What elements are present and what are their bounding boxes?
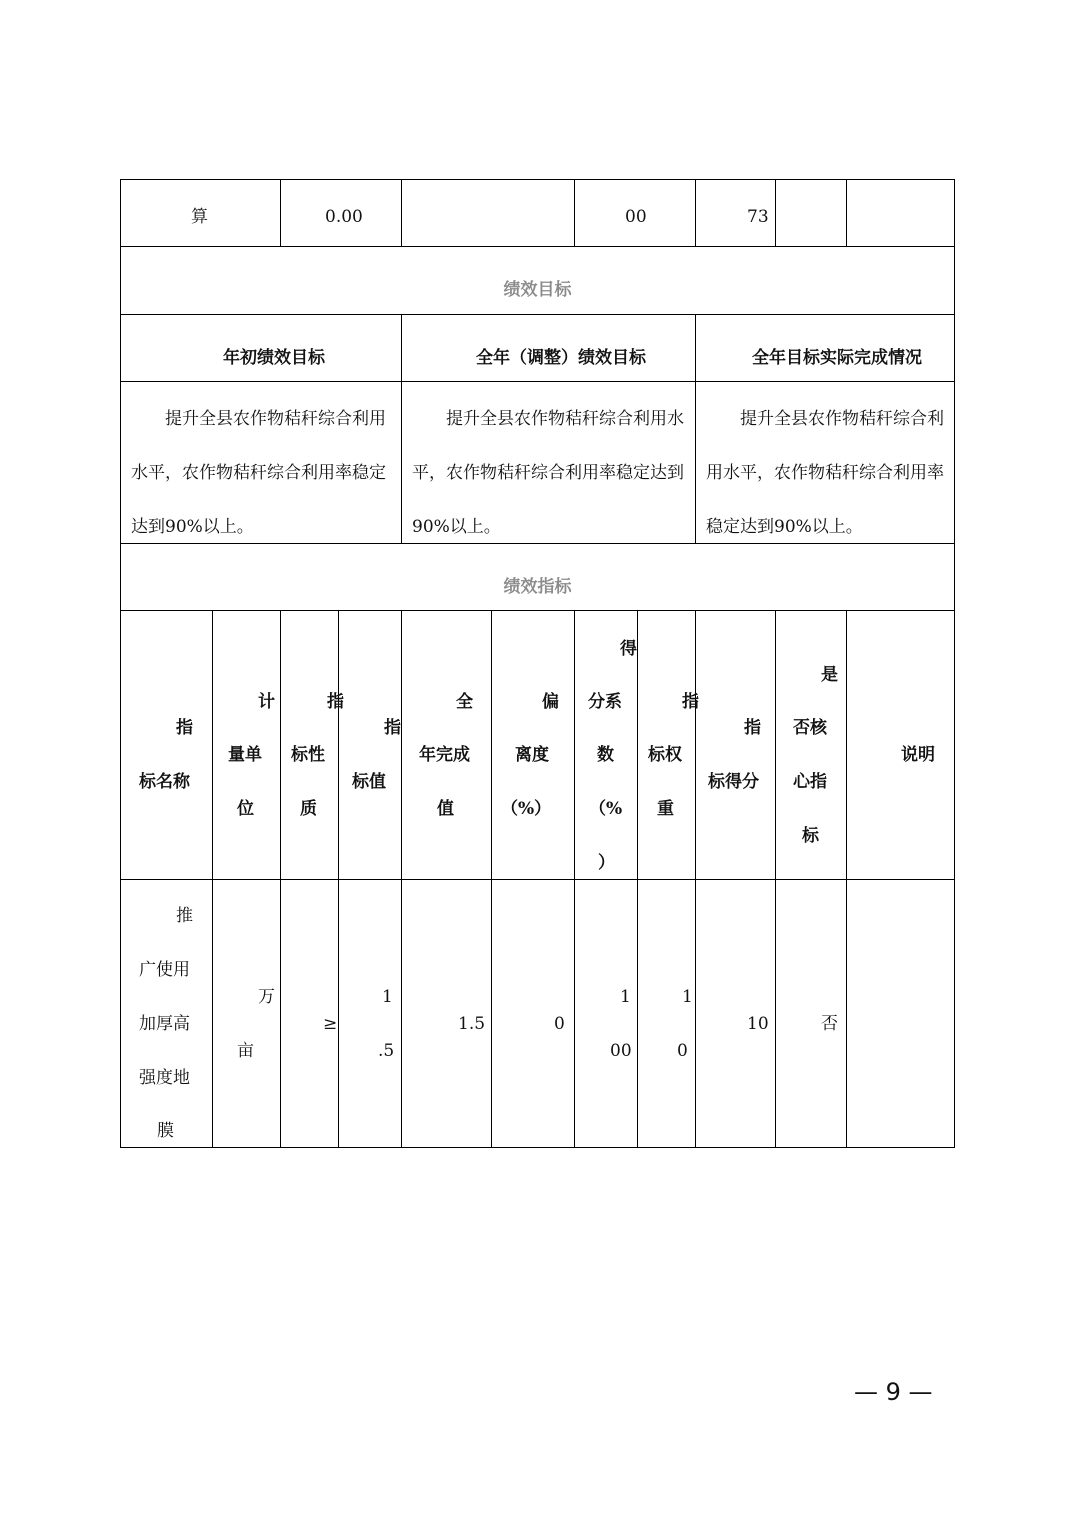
- page-number: — 9 —: [854, 1378, 933, 1406]
- row-nature: ≥: [323, 1014, 338, 1034]
- goal-header-actual: 全年目标实际完成情况: [752, 348, 922, 368]
- budget-label: 算: [191, 207, 208, 227]
- header-nature: 指 标性 质: [291, 692, 344, 819]
- section-title-indicators: 绩效指标: [503, 577, 572, 597]
- budget-cell-2: 00: [625, 207, 647, 227]
- goal-text-initial: 提升全县农作物秸秆综合利用水平，农作物秸秆综合利用率稳定达到90%以上。: [131, 409, 386, 537]
- goal-header-adjusted: 全年（调整）绩效目标: [476, 348, 646, 368]
- row-completed: 1.5: [458, 1014, 486, 1034]
- header-weight: 指 标权 重: [648, 692, 699, 819]
- header-value: 指 标值: [352, 718, 401, 792]
- section-title-goals: 绩效目标: [503, 280, 572, 300]
- budget-cell-1: 0.00: [325, 207, 363, 227]
- header-note: 说明: [901, 745, 935, 765]
- row-deviation: 0: [554, 1014, 565, 1034]
- row-score: 10: [747, 1014, 769, 1034]
- goal-text-adjusted: 提升全县农作物秸秆综合利用水平，农作物秸秆综合利用率稳定达到90%以上。: [412, 409, 684, 537]
- goal-header-initial: 年初绩效目标: [223, 348, 325, 368]
- goal-text-actual: 提升全县农作物秸秆综合利用水平，农作物秸秆综合利用率稳定达到90%以上。: [706, 409, 944, 537]
- document-page: 算 0.00 00 73 绩效目标 年初绩效目标 全年（调整）绩效目标 全年目标实际完成情况 提升全县农作物秸秆综合利用水平，农作物秸秆综合利用率稳定达到90%以上。 提升全县农作物秸秆综合利用水平，农作物秸秆综合利用率稳定达到90%以上。 提升全县农作物秸秆综合利用水平，农作物秸秆综合利用率稳定达到90%以上。 绩效指标 指 标名称 计 量单 位 指 标性 质 指 标值 全 年完成 值 偏 离度 （%） 得 分系 数 （% ） 指 标权 重 指 标得分 是 否核 心指 标 说明 推 广使用 加厚高 强度地 膜 万 亩 ≥ 1 .5 1.5 0 1 00 1 0 10 否 — 9 —: [0, 0, 1075, 1520]
- row-core: 否: [821, 1014, 838, 1034]
- header-coefficient: 得 分系 数 （% ）: [588, 639, 637, 873]
- budget-cell-3: 73: [747, 207, 769, 227]
